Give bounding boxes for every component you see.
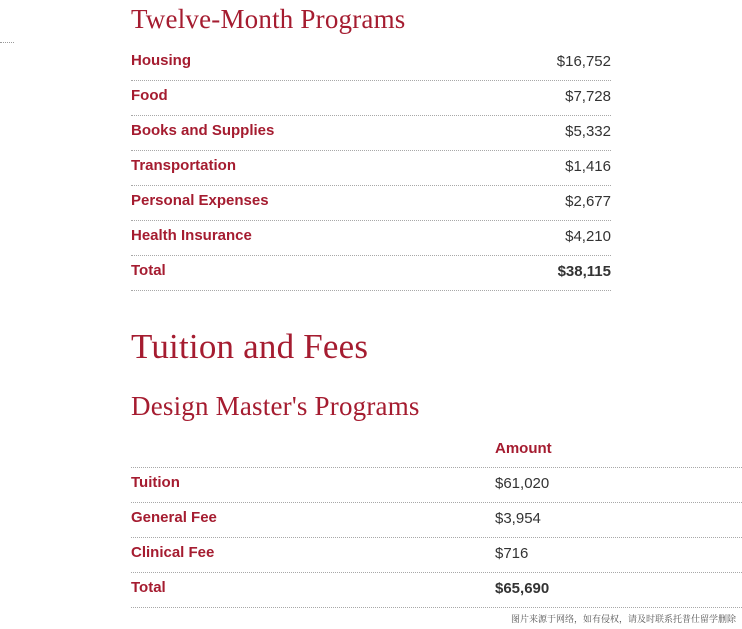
table-row [131,538,742,573]
total-label: Total [131,579,166,596]
row-label: Tuition [131,474,180,491]
table-row [131,116,611,151]
table-header-row [131,433,742,468]
table-row [131,186,611,221]
twelve-month-cost-table [131,46,611,291]
row-value: $4,210 [565,228,611,245]
row-value: $716 [495,545,529,562]
row-label: Personal Expenses [131,192,269,209]
watermark-text: 图片来源于网络，如有侵权，请及时联系托普仕留学删除 [510,615,736,625]
table-row [131,468,742,503]
tuition-fees-table [131,433,742,608]
row-value: $7,728 [565,88,611,105]
table-row-total [131,256,611,291]
table-row [131,151,611,186]
row-value: $16,752 [556,53,611,70]
row-label: Housing [131,52,191,69]
table-row [131,81,611,116]
total-value: $65,690 [495,580,550,597]
table-row [131,503,742,538]
twelve-month-title: Twelve-Month Programs [131,4,406,34]
table-row [131,46,611,81]
row-label: Health Insurance [131,227,252,244]
left-dotted-divider [0,42,14,43]
amount-column-header: Amount [495,440,552,457]
row-value: $2,677 [565,193,611,210]
row-label: General Fee [131,509,217,526]
row-label: Clinical Fee [131,544,215,561]
total-label: Total [131,262,166,279]
row-label: Food [131,87,168,104]
table-row-total [131,573,742,608]
row-value: $3,954 [495,510,541,527]
row-value: $1,416 [565,158,611,175]
row-label: Transportation [131,157,237,174]
row-value: $5,332 [565,123,611,140]
total-value: $38,115 [557,263,611,280]
table-row [131,221,611,256]
row-value: $61,020 [495,475,550,492]
row-label: Books and Supplies [131,122,275,139]
design-masters-subtitle: Design Master's Programs [131,391,420,421]
tuition-fees-title: Tuition and Fees [131,327,369,366]
